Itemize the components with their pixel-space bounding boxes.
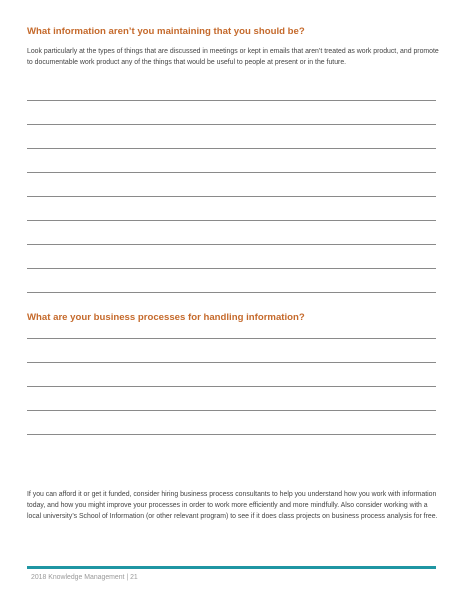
writing-line[interactable] xyxy=(27,124,436,125)
writing-line[interactable] xyxy=(27,196,436,197)
writing-line[interactable] xyxy=(27,292,436,293)
writing-line[interactable] xyxy=(27,362,436,363)
writing-line[interactable] xyxy=(27,172,436,173)
section-heading-maintaining: What information aren’t you maintaining that you should be? xyxy=(27,26,305,37)
writing-line[interactable] xyxy=(27,410,436,411)
closing-paragraph: If you can afford it or get it funded, consider hiring business process consultants to help you understand how you work with information today, and how you might improve your processes in order to work more efficiently and more mindfully. Also consider working with a local university’s School of Information (or other relevant program) to see if it does class projects on business process analysis for free. xyxy=(27,491,438,521)
writing-line[interactable] xyxy=(27,100,436,101)
section-heading-business-processes: What are your business processes for handling information? xyxy=(27,312,305,323)
writing-line[interactable] xyxy=(27,148,436,149)
section-intro-text: Look particularly at the types of things that are discussed in meetings or kept in emails that aren’t treated as work product, and promote to documentable work product any of the things that would be useful to people at present or in the future. xyxy=(27,48,439,67)
writing-line[interactable] xyxy=(27,338,436,339)
footer-divider xyxy=(27,566,436,569)
footer-page-label: 2018 Knowledge Management | 21 xyxy=(31,574,138,581)
writing-line[interactable] xyxy=(27,220,436,221)
writing-line[interactable] xyxy=(27,268,436,269)
writing-line[interactable] xyxy=(27,386,436,387)
writing-line[interactable] xyxy=(27,244,436,245)
writing-line[interactable] xyxy=(27,434,436,435)
